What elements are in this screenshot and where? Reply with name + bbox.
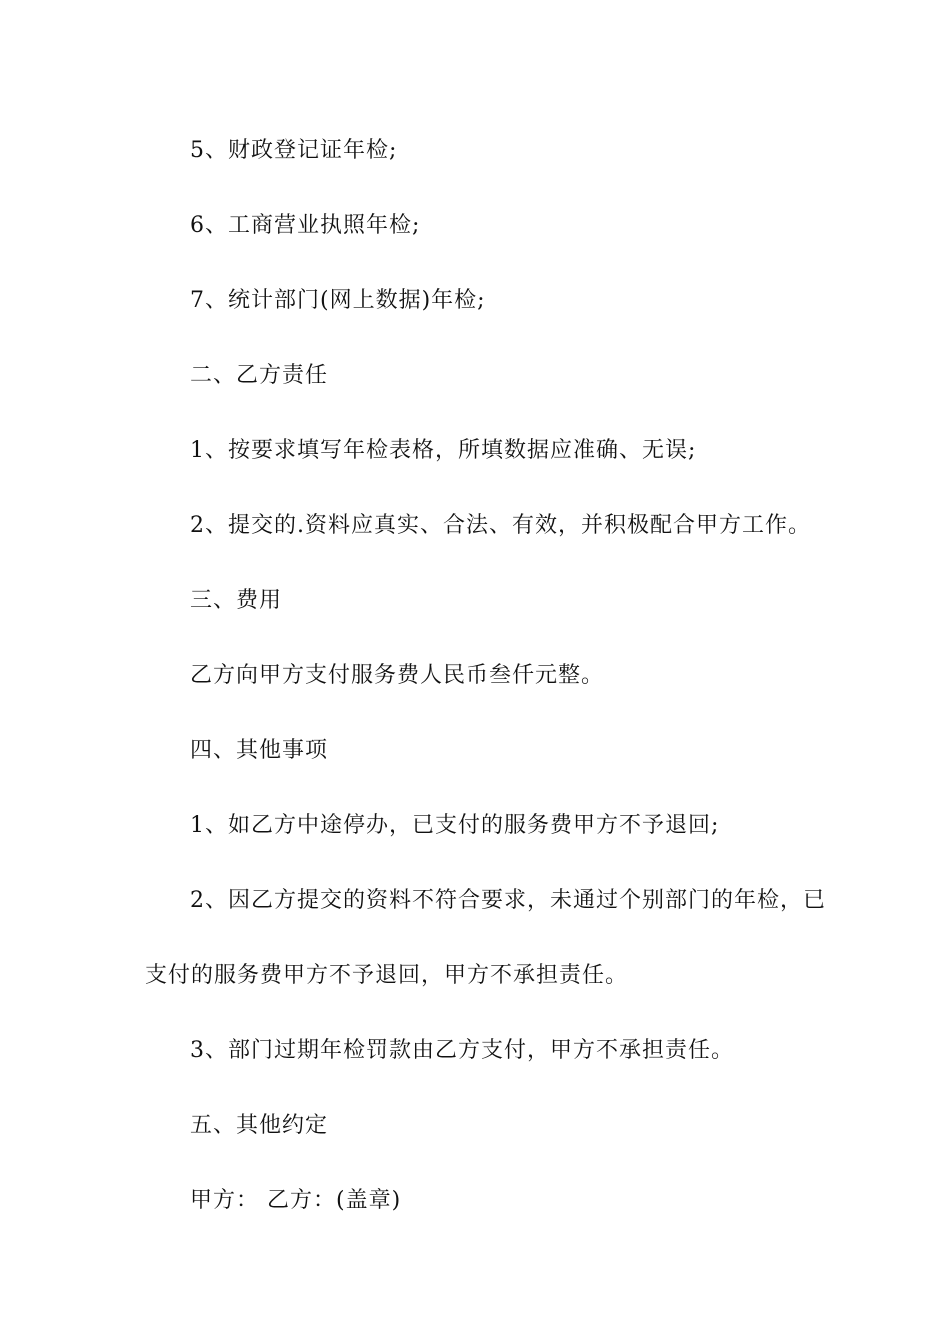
section-heading-party-b-responsibility: 二、乙方责任 [190,363,329,388]
section-heading-other-agreements: 五、其他约定 [190,1113,329,1138]
item-statistics-department: 7、统计部门(网上数据)年检; [190,288,486,313]
section-heading-other-matters: 四、其他事项 [190,738,329,763]
clause-no-refund-on-stop: 1、如乙方中途停办，已支付的服务费甲方不予退回; [190,813,720,838]
clause-fill-forms: 1、按要求填写年检表格，所填数据应准确、无误; [190,438,697,463]
item-finance-registration: 5、财政登记证年检; [190,138,398,163]
section-heading-fees: 三、费用 [190,588,283,613]
clause-overdue-penalty: 3、部门过期年检罚款由乙方支付，甲方不承担责任。 [190,1038,734,1063]
clause-noncompliant-materials: 2、因乙方提交的资料不符合要求，未通过个别部门的年检，已 [190,888,826,913]
clause-submit-materials: 2、提交的.资料应真实、合法、有效，并积极配合甲方工作。 [190,513,811,538]
clause-noncompliant-materials-continued: 支付的服务费甲方不予退回，甲方不承担责任。 [145,963,629,988]
item-business-license: 6、工商营业执照年检; [190,213,421,238]
fee-statement: 乙方向甲方支付服务费人民币叁仟元整。 [190,663,605,688]
signature-line: 甲方： 乙方：(盖章) [190,1188,402,1213]
